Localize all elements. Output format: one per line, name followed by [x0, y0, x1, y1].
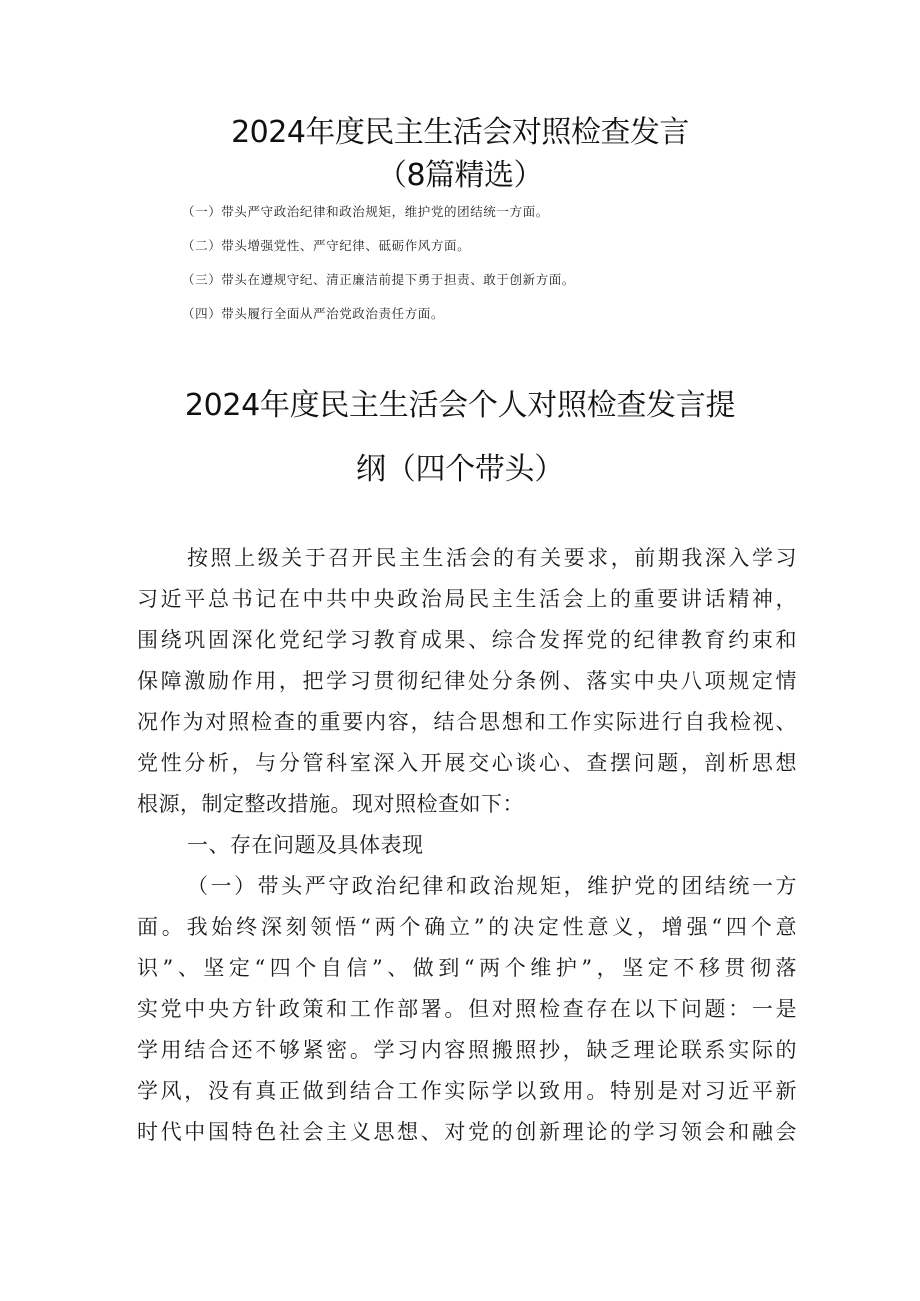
- document-title-line-1: 2024年度民主生活会对照检查发言: [231, 115, 689, 150]
- table-of-contents: [182, 200, 575, 336]
- body-line: 实党中央方针政策和工作部署。但对照检查存在以下问题：一是: [137, 997, 797, 1021]
- body-line: 围绕巩固深化党纪学习教育成果、综合发挥党的纪律教育约束和: [137, 628, 797, 652]
- body-line: 学风，没有真正做到结合工作实际学以致用。特别是对习近平新: [137, 1079, 797, 1103]
- toc-item: （四）带头履行全面从严治党政治责任方面。: [182, 306, 445, 321]
- body-line: 学用结合还不够紧密。学习内容照搬照抄，缺乏理论联系实际的: [137, 1038, 797, 1062]
- toc-item: （一）带头严守政治纪律和政治规矩，维护党的团结统一方面。: [182, 204, 549, 219]
- section-title-line-2: 纲（四个带头）: [356, 452, 564, 487]
- body-line: （一）带头严守政治纪律和政治规矩，维护党的团结统一方: [187, 874, 797, 898]
- body-line: 习近平总书记在中共中央政治局民主生活会上的重要讲话精神，: [137, 587, 797, 611]
- section-heading: 一、存在问题及具体表现: [187, 833, 424, 857]
- body-line: 党性分析，与分管科室深入开展交心谈心、查摆问题，剖析思想: [137, 751, 797, 775]
- body-line: 况作为对照检查的重要内容，结合思想和工作实际进行自我检视、: [137, 710, 797, 734]
- body-line: 识”、坚定“四个自信”、做到“两个维护”，坚定不移贯彻落: [137, 956, 797, 980]
- body-line: 保障激励作用，把学习贯彻纪律处分条例、落实中央八项规定情: [137, 669, 797, 693]
- section-title-line-1: 2024年度民主生活会个人对照检查发言提: [184, 388, 736, 423]
- toc-item: （二）带头增强党性、严守纪律、砥砺作风方面。: [182, 238, 471, 253]
- body-line: 根源，制定整改措施。现对照检查如下：: [137, 792, 524, 816]
- body-line: 面。我始终深刻领悟“两个确立”的决定性意义，增强“四个意: [137, 915, 797, 939]
- document-title-line-2: （8篇精选）: [376, 158, 544, 193]
- body-line: 按照上级关于召开民主生活会的有关要求，前期我深入学习: [187, 546, 797, 570]
- body-text: [137, 538, 797, 1153]
- body-line: 时代中国特色社会主义思想、对党的创新理论的学习领会和融会: [137, 1120, 797, 1144]
- toc-item: （三）带头在遵规守纪、清正廉洁前提下勇于担责、敢于创新方面。: [182, 272, 576, 287]
